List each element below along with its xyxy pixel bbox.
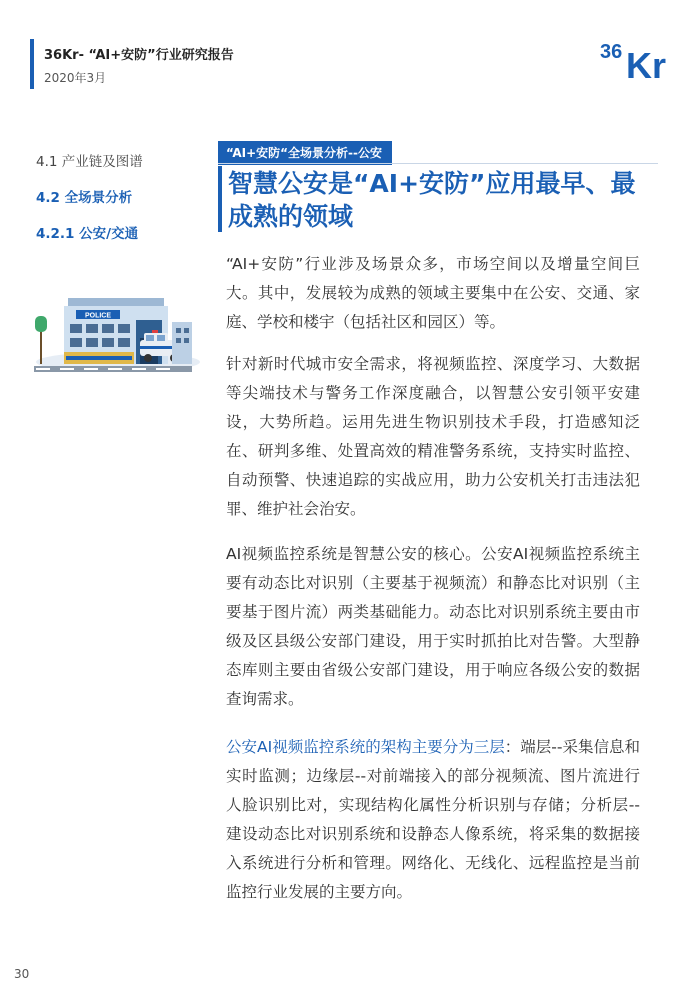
section-tag: “AI+安防“全场景分析--公安 [218,141,392,165]
paragraph-4 [226,733,640,907]
report-date: 2020年3月 [44,71,107,85]
section-heading: 智慧公安是“AI+安防”应用最早、最成熟的领域 [228,169,636,231]
svg-text:POLICE: POLICE [84,312,112,320]
police-station-icon [30,280,200,380]
paragraph-2: 针对新时代城市安全需求，将视频监控、深度学习、大数据等尖端技术与警务工作深度融合，以智慧公安引领平安建设，大势所趋。运用先进生物识别技术手段，打造感知泛在、研判多维、处置高效的精准警务系统，支持实时监控、自动预警、快速追踪的实战应用，助力公安机关打击违法犯罪、维护社会治安。 [226,355,640,518]
nav-item-full-scene[interactable]: 4.2 全场景分析 [36,190,133,206]
paragraph-4-text: ：端层--采集信息和实时监测；边缘层--对前端接入的部分视频流、图片流进行人脸识别比对，实现结构化属性分析识别与存储；分析层--建设动态比对识别系统和设静态人像系统，将采集的数据接入系统进行分析和管理。网络化、无线化、远程监控是当前监控行业发展的主要方向。 [226,738,640,901]
report-title: 36Kr- “AI+安防”行业研究报告 [44,48,234,63]
tag-divider [218,163,658,164]
paragraph-1: “AI+安防”行业涉及场景众多，市场空间以及增量空间巨大。其中，发展较为成熟的领域主要集中在公安、交通、家庭、学校和楼宇（包括社区和园区）等。 [226,255,640,331]
svg-text:Kr: Kr [626,45,667,82]
page-number: 30 [14,967,30,981]
svg-text:36: 36 [600,41,623,63]
heading-accent-bar [218,166,222,232]
paragraph-3: AI视频监控系统是智慧公安的核心。公安AI视频监控系统主要有动态比对识别（主要基于视频流）和静态比对识别（主要基于图片流）两类基础能力。动态比对识别系统主要由市级及区县级公安部门建设，用于实时抓拍比对告警。大型静态库则主要由省级公安部门建设，用于响应各级公安的数据查询需求。 [226,545,640,708]
36kr-logo [598,36,678,82]
header-accent-bar [30,39,34,89]
section-nav [36,150,196,258]
paragraph-4-highlight: 公安AI视频监控系统的架构主要分为三层 [226,738,505,756]
nav-item-industry-chain[interactable]: 4.1 产业链及图谱 [36,154,143,170]
nav-item-police-traffic[interactable]: 4.2.1 公安/交通 [36,226,139,242]
